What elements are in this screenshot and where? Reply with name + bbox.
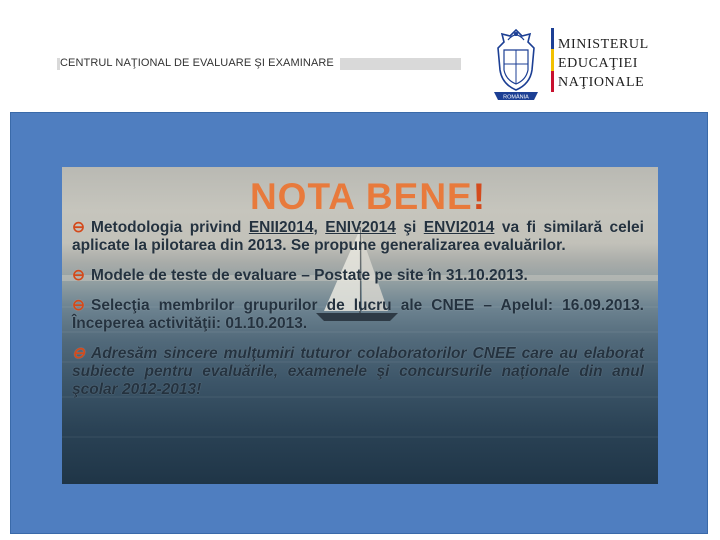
item-text: Metodologia privind <box>91 219 249 236</box>
list-item <box>72 297 644 333</box>
slide-title <box>92 175 644 219</box>
institution-name: CENTRUL NAŢIONAL DE EVALUARE ŞI EXAMINARE <box>60 56 340 70</box>
bullet-icon: ⊖ <box>72 297 85 314</box>
list-item <box>72 345 644 399</box>
item-separator: şi <box>395 219 424 236</box>
item-separator: , <box>313 219 326 236</box>
ministry-line-3: NAŢIONALE <box>558 75 645 90</box>
title-mark: ! <box>472 176 487 217</box>
bullet-icon: ⊖ <box>72 219 85 236</box>
list-item <box>72 219 644 255</box>
crest-ribbon-text: ROMÂNIA <box>503 94 529 101</box>
link-enii2014[interactable]: ENII2014 <box>248 219 314 236</box>
item-text: Selecţia membrilor grupurilor de lucru ale CNEE – Apelul: 16.09.2013. Începerea activităţii: 01.10.2013. <box>72 297 644 332</box>
bullet-icon: ⊖ <box>72 345 85 362</box>
coat-of-arms-icon <box>486 26 546 104</box>
item-text: Adresăm sincere mulţumiri tuturor colaboratorilor CNEE care au elaborat subiecte pentru evaluările, examenele şi concursurile naţionale din anul şcolar 2012-2013! <box>72 345 644 398</box>
slide-content <box>72 175 644 399</box>
list-item <box>72 267 644 285</box>
item-text: va fi similară celei aplicate la pilotarea din 2013. Se propune generalizarea evaluărilor. <box>72 219 644 254</box>
link-eniv2014[interactable]: ENIV2014 <box>325 219 396 236</box>
title-text: NOTA BENE <box>249 176 473 217</box>
ministry-line-1: MINISTERUL <box>558 37 649 52</box>
bullet-icon: ⊖ <box>72 267 85 284</box>
item-text: Modele de teste de evaluare – Postate pe site în 31.10.2013. <box>91 267 528 284</box>
ministry-name <box>558 35 649 92</box>
ministry-line-2: EDUCAŢIEI <box>558 56 639 71</box>
link-envi2014[interactable]: ENVI2014 <box>423 219 495 236</box>
flag-stripe <box>551 28 554 92</box>
